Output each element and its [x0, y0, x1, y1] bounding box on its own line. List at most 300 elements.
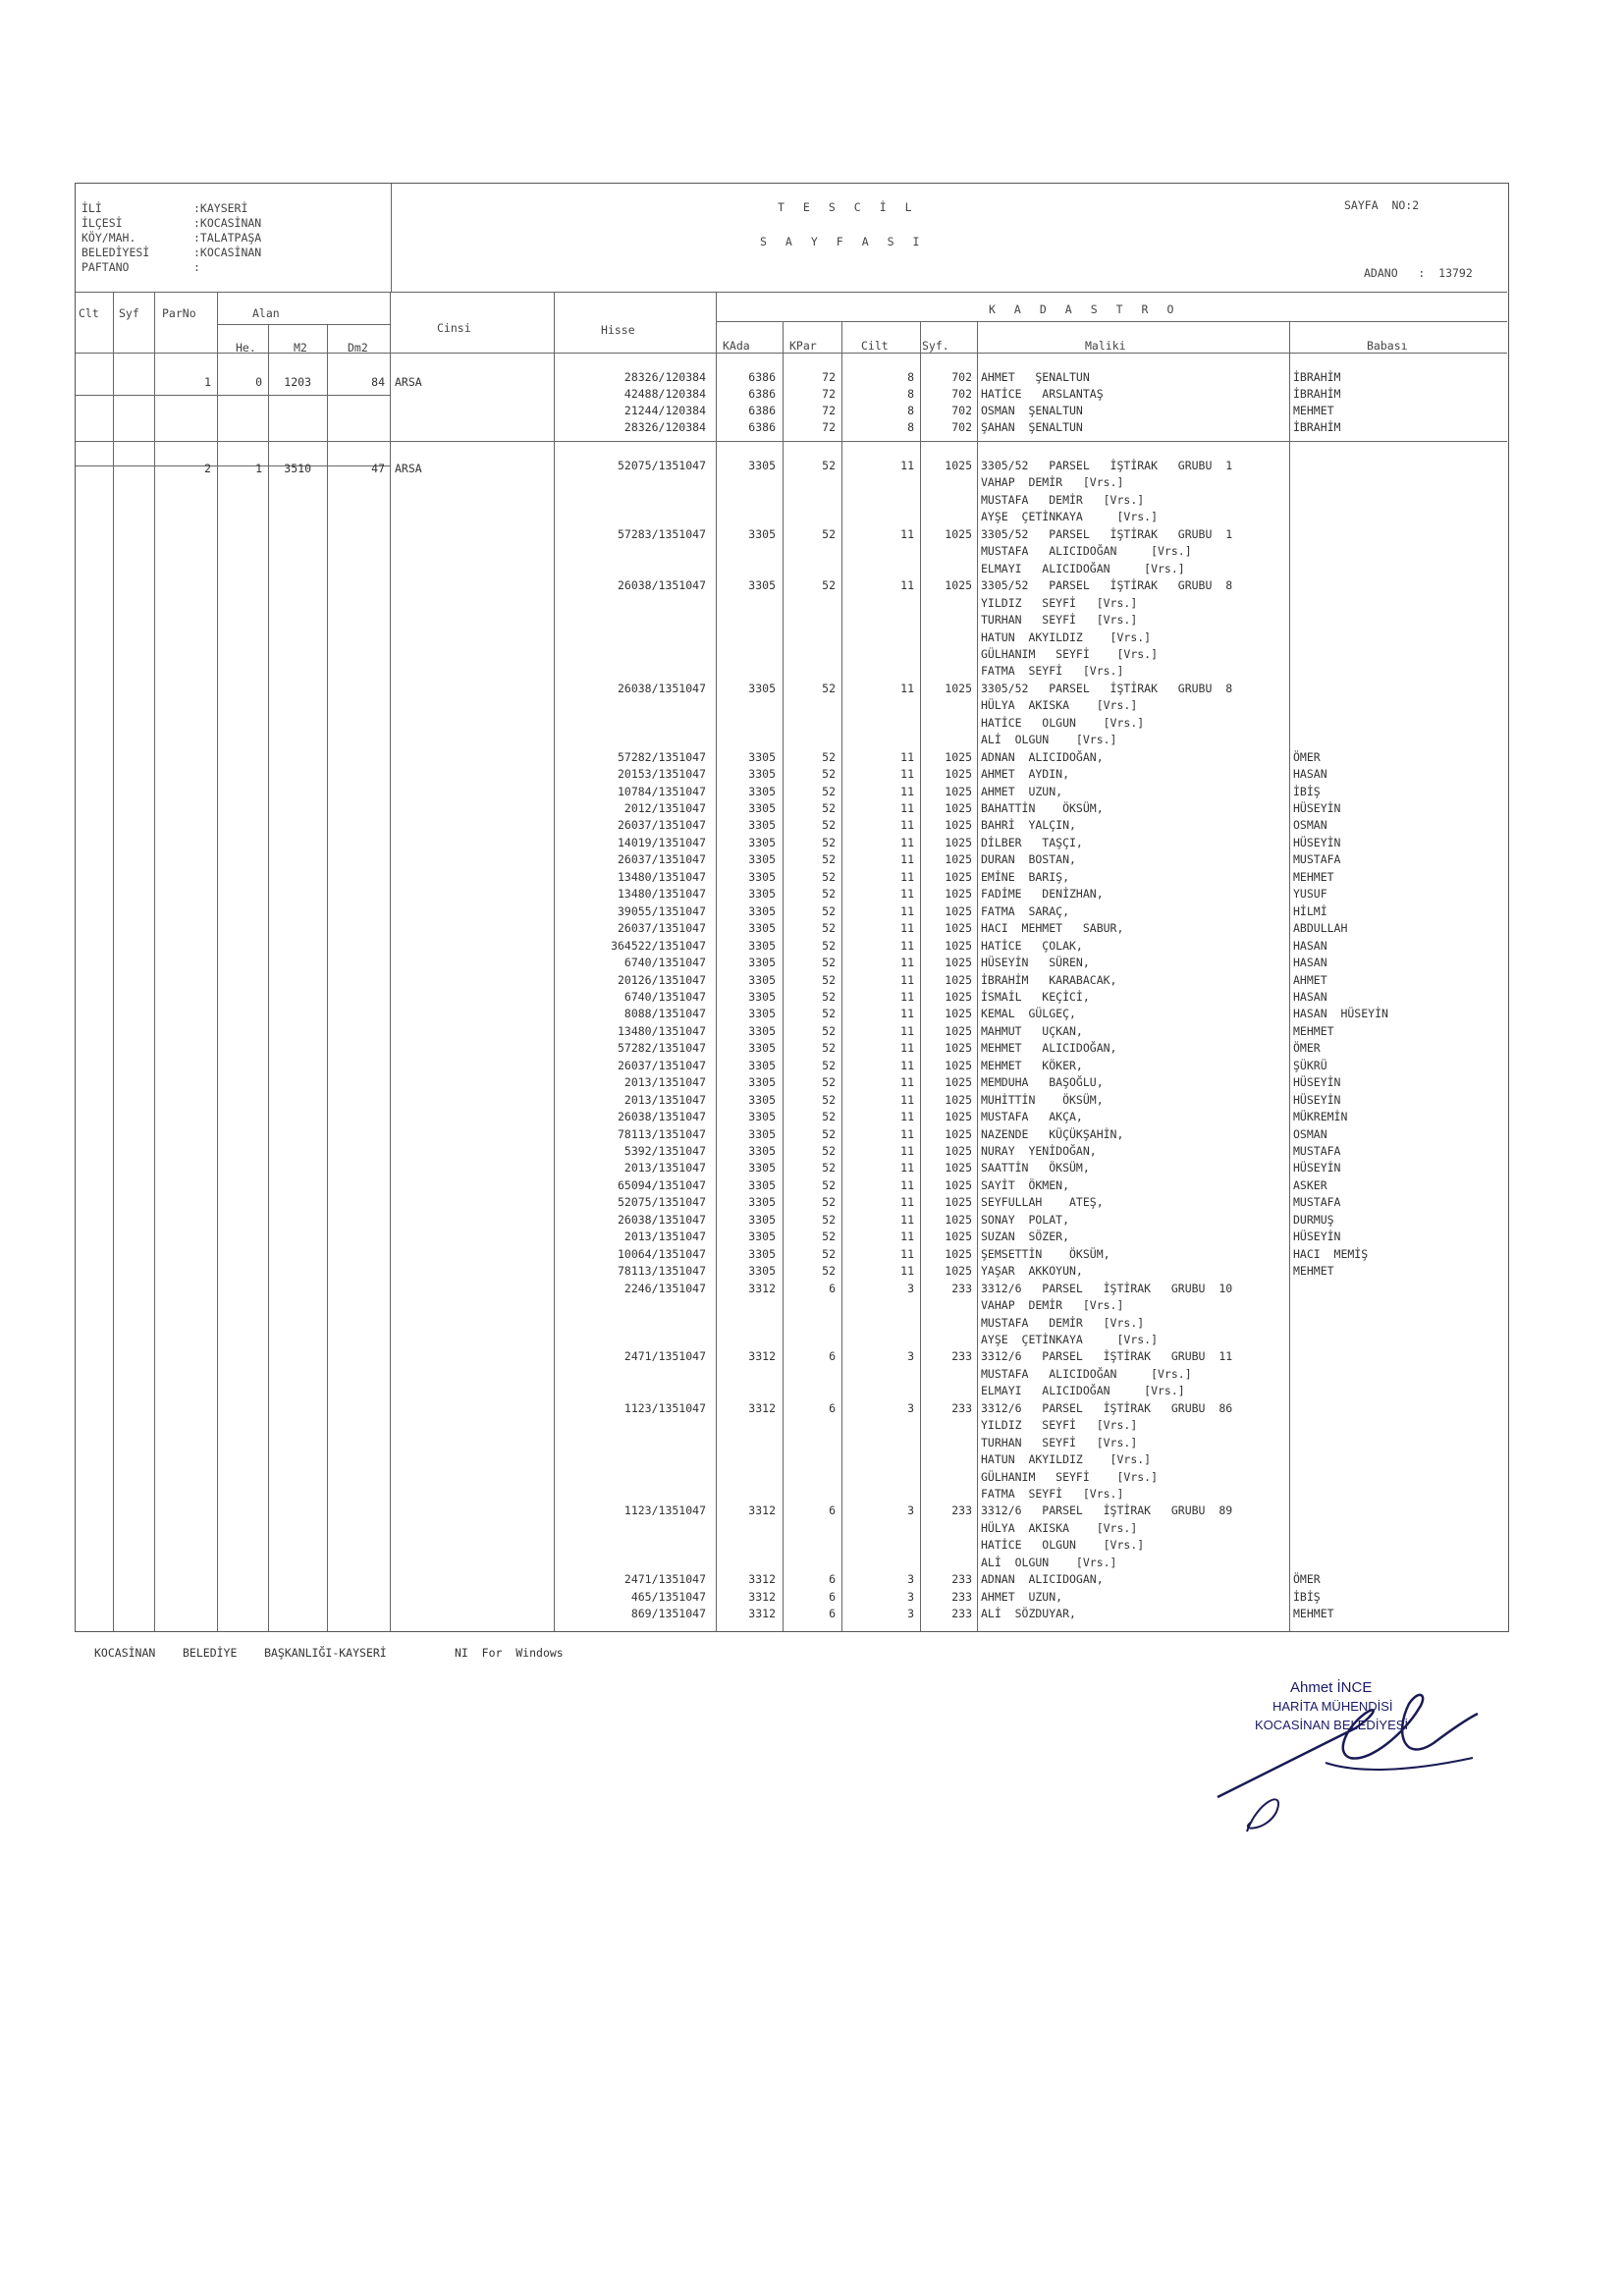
- row-cilt: 3: [907, 1503, 914, 1518]
- row-babasi: HÜSEYİN: [1293, 1075, 1341, 1090]
- row-syf: 1025: [945, 869, 972, 884]
- row-syf: 702: [951, 404, 972, 417]
- title-tescil: TESCİL: [778, 200, 931, 214]
- row-hisse: 26038/1351047: [617, 681, 706, 695]
- row-maliki: NAZENDE KÜÇÜKŞAHİN,: [981, 1126, 1124, 1141]
- row-cilt: 11: [900, 681, 914, 695]
- row-maliki: YILDIZ SEYFİ [Vrs.]: [981, 1418, 1138, 1433]
- parcel-1-parno: 1: [204, 375, 211, 389]
- row-cilt: 11: [900, 1075, 914, 1090]
- row-syf: 1025: [945, 1246, 972, 1261]
- col-cilt: Cilt: [861, 339, 889, 353]
- row-cilt: 11: [900, 1246, 914, 1261]
- row-babasi: MEHMET: [1293, 404, 1334, 417]
- row-hisse: 52075/1351047: [617, 459, 706, 472]
- row-cilt: 11: [900, 1110, 914, 1124]
- row-syf: 1025: [945, 1023, 972, 1038]
- row-maliki: TURHAN SEYFİ [Vrs.]: [981, 1435, 1138, 1449]
- row-kada: 3312: [748, 1503, 776, 1518]
- row-kada: 3305: [748, 869, 776, 884]
- row-kada: 3305: [748, 852, 776, 867]
- row-kpar: 52: [822, 749, 836, 764]
- row-kada: 3305: [748, 818, 776, 833]
- row-hisse: 26038/1351047: [617, 1212, 706, 1227]
- row-hisse: 52075/1351047: [617, 1195, 706, 1210]
- row-kpar: 52: [822, 938, 836, 953]
- row-maliki: İBRAHİM KARABACAK,: [981, 972, 1117, 987]
- row-syf: 1025: [945, 903, 972, 918]
- row-kada: 6386: [748, 420, 776, 434]
- row-maliki: VAHAP DEMİR [Vrs.]: [981, 1298, 1124, 1313]
- row-syf: 1025: [945, 578, 972, 593]
- row-kpar: 52: [822, 1023, 836, 1038]
- row-babasi: HASAN: [1293, 989, 1327, 1004]
- row-hisse: 2013/1351047: [623, 1230, 706, 1244]
- row-kada: 3312: [748, 1607, 776, 1621]
- row-babasi: ÖMER: [1293, 1041, 1321, 1056]
- col-clt: Clt: [79, 306, 99, 320]
- row-syf: 1025: [945, 1092, 972, 1107]
- row-cilt: 11: [900, 1144, 914, 1158]
- row-kpar: 52: [822, 972, 836, 987]
- row-hisse: 42488/120384: [623, 387, 706, 401]
- row-babasi: MUSTAFA: [1293, 1195, 1341, 1210]
- col-kadastro: KADASTRO: [989, 302, 1193, 316]
- row-maliki: BAHATTİN ÖKSÜM,: [981, 801, 1104, 815]
- row-syf: 1025: [945, 989, 972, 1004]
- row-cilt: 11: [900, 1264, 914, 1279]
- row-hisse: 13480/1351047: [617, 1023, 706, 1038]
- parcel-1-cinsi: ARSA: [395, 375, 422, 389]
- row-hisse: 364522/1351047: [611, 938, 706, 953]
- row-babasi: MEHMET: [1293, 1023, 1334, 1038]
- row-kpar: 52: [822, 921, 836, 936]
- row-kada: 3305: [748, 784, 776, 798]
- row-babasi: ÖMER: [1293, 749, 1321, 764]
- row-syf: 1025: [945, 1144, 972, 1158]
- row-kpar: 6: [829, 1572, 836, 1587]
- row-kada: 6386: [748, 387, 776, 401]
- row-kada: 6386: [748, 404, 776, 417]
- parcel-1-dm2: 84: [371, 375, 385, 389]
- row-babasi: HACI MEMİŞ: [1293, 1246, 1369, 1261]
- stamp-signature: [1208, 1674, 1502, 1841]
- row-cilt: 11: [900, 578, 914, 593]
- row-cilt: 11: [900, 1161, 914, 1175]
- row-syf: 1025: [945, 1126, 972, 1141]
- row-kpar: 52: [822, 869, 836, 884]
- row-maliki: MAHMUT UÇKAN,: [981, 1023, 1083, 1038]
- row-kada: 3305: [748, 1092, 776, 1107]
- row-kada: 3305: [748, 1007, 776, 1021]
- row-maliki: DURAN BOSTAN,: [981, 852, 1076, 867]
- row-hisse: 465/1351047: [630, 1589, 706, 1604]
- row-cilt: 8: [907, 370, 914, 384]
- row-maliki: ŞAHAN ŞENALTUN: [981, 420, 1083, 434]
- row-kada: 3305: [748, 903, 776, 918]
- row-maliki: HATİCE ÇOLAK,: [981, 938, 1083, 953]
- row-hisse: 6740/1351047: [623, 989, 706, 1004]
- row-cilt: 11: [900, 767, 914, 782]
- row-kpar: 52: [822, 835, 836, 849]
- row-maliki: HATİCE ARSLANTAŞ: [981, 387, 1104, 401]
- row-cilt: 11: [900, 1092, 914, 1107]
- row-kpar: 52: [822, 1230, 836, 1244]
- row-babasi: HÜSEYİN: [1293, 1092, 1341, 1107]
- row-maliki: 3312/6 PARSEL İŞTİRAK GRUBU 10: [981, 1281, 1233, 1295]
- row-cilt: 11: [900, 1126, 914, 1141]
- row-maliki: 3305/52 PARSEL İŞTİRAK GRUBU 8: [981, 578, 1233, 593]
- row-syf: 1025: [945, 767, 972, 782]
- row-kpar: 6: [829, 1607, 836, 1621]
- row-maliki: SEYFULLAH ATEŞ,: [981, 1195, 1104, 1210]
- col-parno: ParNo: [162, 306, 196, 320]
- row-babasi: İBRAHİM: [1293, 370, 1341, 384]
- row-babasi: AHMET: [1293, 972, 1327, 987]
- row-kada: 3305: [748, 459, 776, 472]
- row-maliki: 3305/52 PARSEL İŞTİRAK GRUBU 1: [981, 526, 1233, 541]
- row-kpar: 52: [822, 903, 836, 918]
- row-kpar: 52: [822, 852, 836, 867]
- stamp-line1: Ahmet İNCE: [1290, 1679, 1373, 1696]
- row-maliki: BAHRİ YALÇIN,: [981, 818, 1076, 833]
- row-cilt: 11: [900, 801, 914, 815]
- row-babasi: MEHMET: [1293, 1264, 1334, 1279]
- row-hisse: 39055/1351047: [617, 903, 706, 918]
- row-syf: 1025: [945, 956, 972, 970]
- row-cilt: 11: [900, 1212, 914, 1227]
- row-cilt: 11: [900, 887, 914, 902]
- row-maliki: ŞEMSETTİN ÖKSÜM,: [981, 1246, 1110, 1261]
- col-maliki: Maliki: [1085, 339, 1126, 353]
- col-dm2: Dm2: [348, 341, 368, 355]
- row-syf: 1025: [945, 526, 972, 541]
- row-maliki: 3312/6 PARSEL İŞTİRAK GRUBU 11: [981, 1349, 1233, 1364]
- row-kpar: 6: [829, 1400, 836, 1415]
- row-kpar: 52: [822, 1144, 836, 1158]
- row-kada: 3305: [748, 1177, 776, 1192]
- row-syf: 1025: [945, 818, 972, 833]
- row-hisse: 26038/1351047: [617, 1110, 706, 1124]
- row-kpar: 52: [822, 1246, 836, 1261]
- row-syf: 1025: [945, 1161, 972, 1175]
- row-babasi: MUSTAFA: [1293, 852, 1341, 867]
- row-hisse: 869/1351047: [630, 1607, 706, 1621]
- row-maliki: ADNAN ALICIDOGAN,: [981, 1572, 1104, 1587]
- row-kada: 3305: [748, 1230, 776, 1244]
- row-maliki: ALİ OLGUN [Vrs.]: [981, 733, 1117, 747]
- row-cilt: 8: [907, 387, 914, 401]
- row-babasi: İBRAHİM: [1293, 420, 1341, 434]
- row-cilt: 11: [900, 869, 914, 884]
- row-cilt: 11: [900, 1177, 914, 1192]
- row-kpar: 52: [822, 818, 836, 833]
- row-hisse: 57282/1351047: [617, 1041, 706, 1056]
- row-babasi: HASAN: [1293, 956, 1327, 970]
- row-syf: 1025: [945, 1230, 972, 1244]
- row-maliki: ELMAYI ALICIDOĞAN [Vrs.]: [981, 1384, 1185, 1398]
- row-maliki: KEMAL GÜLGEÇ,: [981, 1007, 1076, 1021]
- row-kpar: 52: [822, 526, 836, 541]
- row-kada: 3305: [748, 1058, 776, 1072]
- row-kpar: 52: [822, 1075, 836, 1090]
- ilce-value: :KOCASİNAN: [193, 216, 262, 230]
- row-syf: 1025: [945, 972, 972, 987]
- parcel-1-m2: 1203: [284, 375, 311, 389]
- row-kada: 3305: [748, 749, 776, 764]
- row-babasi: ÖMER: [1293, 1572, 1321, 1587]
- parcel-1-he: 0: [255, 375, 262, 389]
- row-babasi: HÜSEYİN: [1293, 801, 1341, 815]
- row-cilt: 11: [900, 459, 914, 472]
- row-babasi: HİLMİ: [1293, 903, 1327, 918]
- row-maliki: AHMET AYDIN,: [981, 767, 1070, 782]
- row-kpar: 52: [822, 1058, 836, 1072]
- tescil-sheet: [75, 183, 1509, 1632]
- row-babasi: İBRAHİM: [1293, 387, 1341, 401]
- row-cilt: 11: [900, 1058, 914, 1072]
- row-babasi: OSMAN: [1293, 818, 1327, 833]
- row-hisse: 57283/1351047: [617, 526, 706, 541]
- row-hisse: 1123/1351047: [623, 1400, 706, 1415]
- row-babasi: İBİŞ: [1293, 784, 1321, 798]
- row-maliki: HÜSEYİN SÜREN,: [981, 956, 1090, 970]
- col-babasi: Babası: [1367, 339, 1408, 353]
- ilce-label: İLÇESİ: [81, 216, 123, 230]
- row-syf: 1025: [945, 784, 972, 798]
- row-maliki: MUSTAFA ALICIDOĞAN [Vrs.]: [981, 1366, 1192, 1381]
- row-cilt: 11: [900, 972, 914, 987]
- parcel-2-cinsi: ARSA: [395, 462, 422, 475]
- row-kpar: 52: [822, 1161, 836, 1175]
- row-syf: 1025: [945, 1195, 972, 1210]
- row-babasi: YUSUF: [1293, 887, 1327, 902]
- row-syf: 1025: [945, 1058, 972, 1072]
- row-maliki: HÜLYA AKISKA [Vrs.]: [981, 698, 1138, 713]
- row-kada: 3305: [748, 767, 776, 782]
- row-syf: 1025: [945, 1212, 972, 1227]
- row-hisse: 28326/120384: [623, 370, 706, 384]
- row-maliki: 3312/6 PARSEL İŞTİRAK GRUBU 89: [981, 1503, 1233, 1518]
- row-maliki: OSMAN ŞENALTUN: [981, 404, 1083, 417]
- row-cilt: 11: [900, 784, 914, 798]
- row-maliki: MUSTAFA ALICIDOĞAN [Vrs.]: [981, 544, 1192, 559]
- row-cilt: 11: [900, 852, 914, 867]
- row-maliki: AHMET UZUN,: [981, 1589, 1063, 1604]
- row-cilt: 11: [900, 526, 914, 541]
- row-kpar: 6: [829, 1503, 836, 1518]
- row-hisse: 10784/1351047: [617, 784, 706, 798]
- row-kpar: 52: [822, 887, 836, 902]
- row-kada: 3305: [748, 1075, 776, 1090]
- footer-text: KOCASİNAN BELEDİYE BAŞKANLIĞI-KAYSERİ NI For Windows: [94, 1646, 564, 1660]
- row-cilt: 11: [900, 1023, 914, 1038]
- row-kada: 3312: [748, 1589, 776, 1604]
- pafta-label: PAFTANO: [81, 260, 130, 274]
- row-cilt: 11: [900, 749, 914, 764]
- col-syf: Syf: [119, 306, 139, 320]
- row-syf: 1025: [945, 938, 972, 953]
- row-kpar: 72: [822, 420, 836, 434]
- row-kpar: 52: [822, 1177, 836, 1192]
- row-syf: 1025: [945, 1007, 972, 1021]
- row-maliki: ALİ SÖZDUYAR,: [981, 1607, 1076, 1621]
- row-babasi: MÜKREMİN: [1293, 1110, 1348, 1124]
- row-kada: 3305: [748, 1212, 776, 1227]
- row-cilt: 11: [900, 1041, 914, 1056]
- row-cilt: 11: [900, 818, 914, 833]
- row-syf: 1025: [945, 1177, 972, 1192]
- row-maliki: FATMA SEYFİ [Vrs.]: [981, 1487, 1124, 1501]
- row-kada: 3305: [748, 526, 776, 541]
- row-maliki: 3305/52 PARSEL İŞTİRAK GRUBU 1: [981, 459, 1233, 472]
- row-syf: 1025: [945, 1264, 972, 1279]
- row-syf: 233: [951, 1400, 972, 1415]
- row-maliki: MEMDUHA BAŞOĞLU,: [981, 1075, 1104, 1090]
- row-maliki: FADİME DENİZHAN,: [981, 887, 1104, 902]
- row-babasi: HASAN: [1293, 767, 1327, 782]
- row-cilt: 11: [900, 921, 914, 936]
- parcel-2-dm2: 47: [371, 462, 385, 475]
- row-cilt: 11: [900, 903, 914, 918]
- row-cilt: 8: [907, 420, 914, 434]
- row-maliki: DİLBER TAŞÇI,: [981, 835, 1083, 849]
- row-kpar: 52: [822, 1092, 836, 1107]
- row-cilt: 11: [900, 1230, 914, 1244]
- row-hisse: 26037/1351047: [617, 921, 706, 936]
- row-cilt: 8: [907, 404, 914, 417]
- row-maliki: İSMAİL KEÇİCİ,: [981, 989, 1090, 1004]
- row-cilt: 3: [907, 1572, 914, 1587]
- row-hisse: 26037/1351047: [617, 818, 706, 833]
- row-maliki: MUHİTTİN ÖKSÜM,: [981, 1092, 1104, 1107]
- row-hisse: 28326/120384: [623, 420, 706, 434]
- row-kada: 3305: [748, 1195, 776, 1210]
- row-kpar: 52: [822, 784, 836, 798]
- row-syf: 1025: [945, 459, 972, 472]
- row-maliki: EMİNE BARIŞ,: [981, 869, 1070, 884]
- col-kada: KAda: [723, 339, 750, 353]
- col-syf2: Syf.: [922, 339, 949, 353]
- row-maliki: YAŞAR AKKOYUN,: [981, 1264, 1083, 1279]
- pafta-value: :: [193, 260, 200, 274]
- row-hisse: 8088/1351047: [623, 1007, 706, 1021]
- row-maliki: SONAY POLAT,: [981, 1212, 1070, 1227]
- row-hisse: 20153/1351047: [617, 767, 706, 782]
- row-maliki: ALİ OLGUN [Vrs.]: [981, 1555, 1117, 1569]
- row-syf: 1025: [945, 749, 972, 764]
- row-hisse: 57282/1351047: [617, 749, 706, 764]
- row-kada: 3305: [748, 1144, 776, 1158]
- row-kada: 3305: [748, 921, 776, 936]
- row-kpar: 52: [822, 681, 836, 695]
- row-maliki: AYŞE ÇETİNKAYA [Vrs.]: [981, 510, 1159, 524]
- row-kada: 3305: [748, 1110, 776, 1124]
- row-kpar: 6: [829, 1589, 836, 1604]
- parcel-2-parno: 2: [204, 462, 211, 475]
- row-maliki: MUSTAFA DEMİR [Vrs.]: [981, 1315, 1145, 1330]
- row-syf: 233: [951, 1281, 972, 1295]
- row-kpar: 6: [829, 1281, 836, 1295]
- row-kada: 3305: [748, 1126, 776, 1141]
- row-kada: 3312: [748, 1572, 776, 1587]
- row-maliki: HATUN AKYILDIZ [Vrs.]: [981, 629, 1152, 644]
- row-syf: 1025: [945, 852, 972, 867]
- row-syf: 233: [951, 1607, 972, 1621]
- row-maliki: TURHAN SEYFİ [Vrs.]: [981, 613, 1138, 628]
- row-maliki: SAYİT ÖKMEN,: [981, 1177, 1070, 1192]
- row-cilt: 11: [900, 1007, 914, 1021]
- row-maliki: NURAY YENİDOĞAN,: [981, 1144, 1097, 1158]
- row-syf: 233: [951, 1589, 972, 1604]
- row-maliki: 3305/52 PARSEL İŞTİRAK GRUBU 8: [981, 681, 1233, 695]
- title-sayfasi: SAYFASI: [760, 235, 939, 248]
- row-maliki: GÜLHANIM SEYFİ [Vrs.]: [981, 1469, 1159, 1484]
- row-syf: 1025: [945, 921, 972, 936]
- koy-label: KÖY/MAH.: [81, 231, 136, 245]
- row-kada: 3305: [748, 578, 776, 593]
- row-cilt: 3: [907, 1589, 914, 1604]
- row-kpar: 52: [822, 459, 836, 472]
- row-kpar: 72: [822, 387, 836, 401]
- ada-no: ADANO : 13792: [1364, 266, 1473, 280]
- row-kada: 3305: [748, 1041, 776, 1056]
- row-maliki: HATİCE OLGUN [Vrs.]: [981, 1538, 1145, 1553]
- row-hisse: 26037/1351047: [617, 1058, 706, 1072]
- row-kada: 3305: [748, 938, 776, 953]
- row-maliki: AYŞE ÇETİNKAYA [Vrs.]: [981, 1332, 1159, 1346]
- row-maliki: HACI MEHMET SABUR,: [981, 921, 1124, 936]
- row-hisse: 2246/1351047: [623, 1281, 706, 1295]
- row-syf: 702: [951, 370, 972, 384]
- row-hisse: 13480/1351047: [617, 869, 706, 884]
- row-syf: 233: [951, 1503, 972, 1518]
- row-cilt: 11: [900, 1195, 914, 1210]
- row-cilt: 3: [907, 1400, 914, 1415]
- row-hisse: 6740/1351047: [623, 956, 706, 970]
- belediye-value: :KOCASİNAN: [193, 246, 262, 259]
- row-babasi: ABDULLAH: [1293, 921, 1348, 936]
- row-maliki: YILDIZ SEYFİ [Vrs.]: [981, 595, 1138, 610]
- row-maliki: HÜLYA AKISKA [Vrs.]: [981, 1520, 1138, 1535]
- row-kada: 3312: [748, 1400, 776, 1415]
- row-kpar: 52: [822, 956, 836, 970]
- row-cilt: 11: [900, 835, 914, 849]
- row-syf: 233: [951, 1349, 972, 1364]
- row-kada: 3305: [748, 1023, 776, 1038]
- row-kpar: 72: [822, 370, 836, 384]
- row-hisse: 21244/120384: [623, 404, 706, 417]
- col-kpar: KPar: [789, 339, 817, 353]
- row-hisse: 65094/1351047: [617, 1177, 706, 1192]
- sayfa-no: SAYFA NO:2: [1344, 198, 1420, 212]
- row-maliki: VAHAP DEMİR [Vrs.]: [981, 475, 1124, 490]
- row-cilt: 3: [907, 1607, 914, 1621]
- row-kada: 3312: [748, 1281, 776, 1295]
- row-kpar: 52: [822, 801, 836, 815]
- row-syf: 1025: [945, 1041, 972, 1056]
- col-m2: M2: [294, 341, 307, 355]
- row-babasi: ŞÜKRÜ: [1293, 1058, 1327, 1072]
- row-hisse: 26038/1351047: [617, 578, 706, 593]
- row-hisse: 2013/1351047: [623, 1075, 706, 1090]
- parcel-2-m2: 3510: [284, 462, 311, 475]
- row-kpar: 52: [822, 767, 836, 782]
- stamp-line2: HARİTA MÜHENDİSİ: [1272, 1699, 1393, 1714]
- row-maliki: MEHMET ALICIDOĞAN,: [981, 1041, 1117, 1056]
- row-kada: 6386: [748, 370, 776, 384]
- row-syf: 1025: [945, 887, 972, 902]
